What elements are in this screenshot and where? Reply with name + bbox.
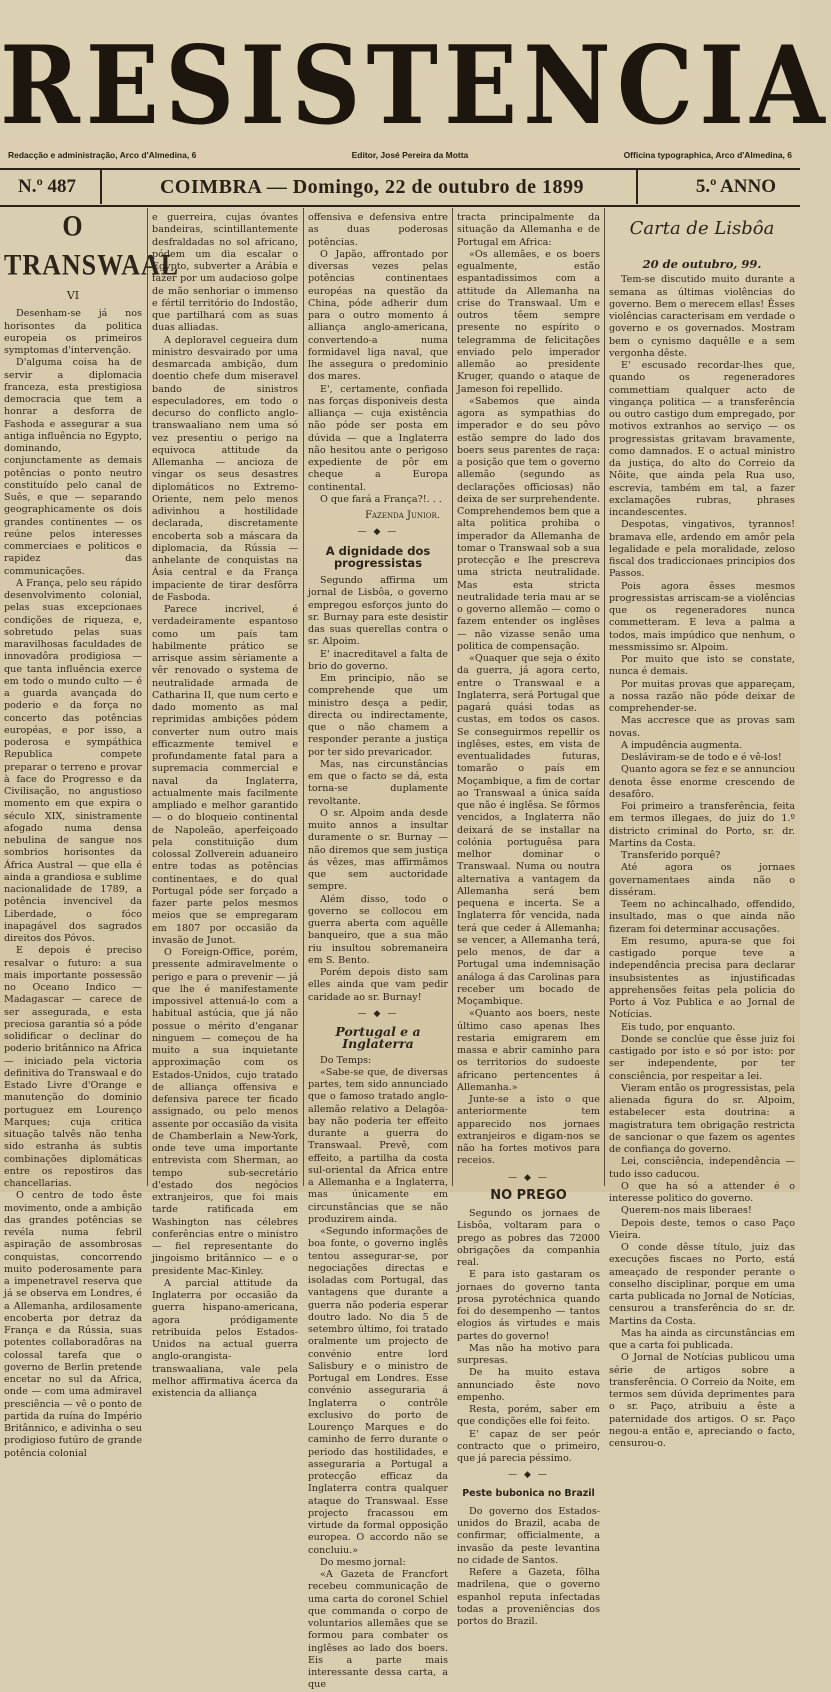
newspaper-title: RESISTENCIA	[0, 22, 831, 149]
paragraph: Parece incrivel, é verdadeiramente espantoso como um país tam habilmente prático se arrisque assim sèriamente a vêr renovado o systema de neutralidade armada de Catharina II, que num certo e dado momento as mal reprimidas ambições pódem converter num outro mais efficazmente temivel e profundamente fatal para a supremacia commercial e naval da Inglaterra, actualmente mais facilmente ampliado e melhor garantido — o do bloqueio continental de Napoleão, aperfeiçoado pela constituição dum colossal Zollverein aduaneiro entre todas as potências continentaes, e do qual Portugal póde ser forçado a fazer parte pelos mesmos meios que se empregaram em 1807 por occasião da invasão de Junot.	[152, 604, 298, 946]
column-rule	[452, 208, 453, 1186]
ornament-divider: — ◆ —	[508, 1470, 549, 1481]
paragraph: «Os allemães, e os boers egualmente, estão espantadissimos com a attitude da Allemanha na crise do Transwaal. Um e outros têem sempre presente no espírito o telegramma de felicitações enviado pelo imperador allemão ao presidente Kruger, quando o ataque de Jameson foi repellido.	[457, 248, 600, 395]
column-4	[457, 212, 600, 1627]
paragraph: E para isto gastaram os jornaes do governo tanta prosa pyrotéchnica quando foi do desempenho — tantos elogios ás virtudes e mais partes do governo!	[457, 1269, 600, 1342]
masthead	[0, 22, 831, 149]
paragraph: Eis tudo, por enquanto.	[621, 1021, 736, 1033]
paragraph: Mas não ha motivo para surpresas.	[457, 1342, 600, 1366]
paragraph: Segundo os jornaes de Lisbôa, voltaram para o prego as pobres das 72000 obrigações da companhia real.	[457, 1208, 600, 1268]
paragraph: Segundo affirma um jornal de Lisbôa, o governo empregou esforços junto do sr. Burnay para este desistir das suas querellas contra o sr. Alpoim.	[308, 575, 448, 648]
paragraph: O sr. Alpoim anda desde muito annos a insultar duramente o sr. Burnay — não diremos que sem justiça ás vêzes, mas affirmâmos que sem auctoridade sempre.	[308, 807, 448, 893]
paragraph: Em resumo, apura-se que foi castigado porque teve a independência precisa para declarar insubsistentes as injustificadas apprehensões feitas pela policia do Porto á Voz Publica e ao Jornal de Notícias.	[609, 935, 795, 1021]
issue-number: N.º 487	[18, 176, 76, 197]
paragraph: O Jornal de Notícias publicou uma série de artigos sobre a transferência. O Correio da Noite, em termos sem dúvida deprimentes para o sr. Paço, atribuiu a êste a paternidade dos artigos. O sr. Paço negou-a então e, apreciando o facto, censurou-o.	[609, 1352, 795, 1449]
issue-line	[0, 172, 800, 202]
paragraph: Do governo dos Estados-unidos do Brazil, acaba de confirmar, officialmente, a invasão da peste levantina no cidade de Santos.	[457, 1505, 600, 1566]
paragraph: «Quanto aos boers, neste último caso apenas lhes restaria emigrarem em massa e abrir caminho para os territorios do sudoeste africano pertencentes á Allemanha.»	[457, 1008, 600, 1093]
paragraph: O conde dêsse título, juiz das execuções fiscaes no Porto, está ameaçado de responder perante o conselho disciplinar, porque em uma carta publicada no Jornal de Notícias, censurou a transferência do sr. dr. Martins da Costa.	[609, 1242, 795, 1327]
paragraph: E' escusado recordar-lhes que, quando os regeneradores commettiam qualquer acto de vingança politica — a transferência ou outro castigo dum empregado, por motivos extranhos ao serviço — os progressistas gritavam bravamente, como damnados. E o actual ministro da justiça, do alto do Correio da Nôite, que ainda pela Rua uso, escrevia, também em tal, a fazer exclamações rubras, phrases incandescentes.	[609, 360, 795, 518]
headline-progressistas: A dignidade dos progressistas	[325, 543, 431, 570]
paragraph: E', certamente, confiada nas forças disponiveis desta alliança — cuja existência não póde ser posta em dúvida — que a Inglaterra não hesitou ante o perigoso expediente de pôr em cheque a Europa continental.	[308, 383, 448, 493]
paragraph: Donde se conclúe que êsse juiz foi castigado por isto e só por isto: por ser independente, por ter consciência, por respeitar a lei.	[609, 1033, 795, 1082]
column-2	[152, 212, 298, 1399]
paragraph: E' capaz de ser peór contracto que o primeiro, que já parecia péssimo.	[457, 1428, 600, 1464]
signature: Fazenda Junior.	[365, 510, 440, 521]
column-3	[308, 212, 448, 1691]
paragraph: Desláviram-se de todo e é vê-los!	[621, 752, 782, 763]
paragraph: Despotas, vingativos, tyrannos! bramava elle, ardendo em amôr pela legalidade e pela moralidade, zeloso fiscal dos tradiccionaes principios dos Passos.	[609, 519, 795, 580]
paragraph: Além disso, todo o governo se collocou em guerra aberta com aquêlle banqueiro, que a sua mão riu insultou sobremaneira em S. Bento.	[308, 893, 448, 966]
paragraph: Em principio, não se comprehende que um ministro desça a pedir, directa ou indirectamente, que o não chamem a responder perante a justiça por ter sido prevaricador.	[308, 673, 448, 758]
paragraph: O Foreign-Office, porém, pressente admiravelmente o perigo e para o prevenir — já que lhe é manifestamente impossivel attenuá-lo com a habitual astúcia, que já não possue o mérito d'enganar ninguem — começou de ha muito a sua inquietante approximação com os Estados-Unidos, cujo tratado de alliança offensiva e defensiva parece ter ficado assignado, ou pelo menos assente por occasião da visita de Chamberlain a New-York, onde teve uma importante entrevista com Sherman, ao tempo sub-secretário d'estado dos negócios extranjeiros, que foi mais tarde ratificada em Washington nas célebres conferências entre o ministro — fiel representante do jingoismo britânnico — e o presidente Mac-Kinley.	[152, 947, 298, 1277]
paragraph: O Japão, affrontado por diversas vezes pelas potências continentaes européas na questão da China, póde adherir dum para o outro momento á alliança anglo-americana, convertendo-a numa formidavel liga naval, que lhe assegura o predominio dos mares.	[308, 248, 448, 383]
paragraph: A França, pelo seu rápido desenvolvimento colonial, pelas suas excepcionaes condições de riqueza, e, sobretudo pelas suas maravilhosas faculdades de innovadôra prodigiosa — que tanta influência exerce em todo o mundo culto — é a guarda avançada do poderio e da força no concerto das potências européas, e por isso, a poderosa e sympáthica Republica compete preparar o terreno e provar à face do Progresso e da Civilisação, no angustioso momento em que expira o século XIX, sinistramente afogado numa densa nebulina de sangue nos sombrios horisontes da África Austral — que ella é ainda a grandiosa e sublime nacionalidade de 1789, a potência invencivel da Liberdade, o fóco inapagável dos sagrados direitos dos Póvos.	[4, 577, 142, 944]
paragraph: Refere a Gazeta, fôlha madrilena, que o governo espanhol reputa infectadas todas a proveniências dos portos do Brazil.	[457, 1567, 600, 1627]
paragraph: Do mesmo jornal:	[320, 1556, 406, 1568]
paragraph: Porém depois disto sam elles ainda que vam pedir caridade ao sr. Burnay!	[308, 967, 448, 1003]
paragraph: tracta principalmente da situação da Allemanha e de Portugal em Africa:	[457, 212, 600, 248]
headline-transwaal: O TRANSWAAL	[4, 209, 180, 282]
paragraph: Mas accresce que as provas sam novas.	[609, 715, 795, 739]
paragraph: e guerreira, cujas óvantes bandeiras, scintillantemente desfraldadas no sol africano, pódem um dia escalar o Egypto, subverter a Arábia e fazer por um audacioso golpe de mão senhoriar o immenso e fértil território do Indostão, que partilhará com as suas duas alliadas.	[152, 212, 298, 334]
headline-portugal-inglaterra: Portugal e a Inglaterra	[335, 1024, 421, 1052]
paragraph: Mas ha ainda as circunstâncias em que a carta foi publicada.	[609, 1327, 795, 1351]
paragraph: Desenham-se já nos horisontes da politica europeia os primeiros symptomas d'intervenção.	[4, 308, 142, 356]
header-rule-top	[0, 168, 800, 170]
ornament-divider: — ◆ —	[508, 1172, 549, 1183]
paragraph: «A Gazeta de Francfort recebeu communicação de uma carta do coronel Schiel que commanda o corpo de voluntarios allemães que se formou para combater os inglêses ao lado dos boers. Eis a parte mais interessante dessa carta, a que	[308, 1569, 448, 1691]
paragraph: D'alguma coisa ha de servir a diplomacia franceza, esta prestigiosa democracia que tem a honrar a desforra de Fashoda e assegurar a sua antiga influência no Egypto, dominando, conjunctamente as demais potências o ponto neutro constituído pelo canal de Suês, e que — separando geographicamente os dois grandes continentes — os reúne pelos interesses commerciaes e politicos e rapidez das communicações.	[4, 357, 142, 577]
paragraph: Mas, nas circunstâncias em que o facto se dá, esta torna-se duplamente revoltante.	[308, 758, 448, 807]
paragraph: «Sabe-se que, de diversas partes, tem sido annunciado que o famoso tratado anglo-allemão relativo a Delagôa-bay não poderia ter effeito durante a guerra do Transwaal. Prevê, com effeito, a partilha da costa sul-oriental da Africa entre a Allemanha e a Inglaterra, mas únicamente em circunstâncias que se não produzirem ainda.	[308, 1066, 448, 1225]
headline-no-prego: NO PREGO	[490, 1187, 567, 1203]
paragraph: Vieram então os progressistas, pela alienada figura do sr. Alpoim, estabelecer esta doutrina: a magistratura tem obrigação restricta de sancionar o que fazem os agentes de confiança do governo.	[609, 1082, 795, 1155]
paragraph: «Quaquer que seja o éxito da guerra, já agora certo, entre o Transwaal e a Inglaterra, será Portugal que pagará quási todas as custas, em todos os casos. Se conseguirmos repellir os inglêses, estes, em vista de eventualidades futuras, tomarão o país em Moçambique, a fim de cortar ao Transwaal a única saída que não é inglêsa. Se fôrmos vencidos, a Inglaterra não deixará de se installar na colónia portuguêsa para melhor dominar o Transwaal. Numa ou noutra alternativa a vantagem da Allemanha será bem pequena e incerta. Se a Inglaterra fôr vencida, nada terá que ceder á Allemanha; se vencer, a Allemanha terá, pelo menos, de dar a Portugal uma indemnisação análoga á das Carolinas para receber um bocado de Moçambique.	[457, 653, 600, 1007]
paragraph: O centro de todo êste movimento, onde a ambição das grandes potências se revéla numa febril aspiração de assombrosas conquistas, concorrendo muito poderosamente para a impenetravel reserva que já se observa em Londres, é a Allemanha, ardilosamente encoberta por detraz da França e da Rússia, suas potentes collaboradôras na colossal tarefa que o governo de Berlin pretende encetar no sul da Africa, onde — com uma admiravel presciência — vê o ponto de partida da ruína do Império Britânnico, e adivinha o seu prodigioso futúro de grande potência colonial	[4, 1190, 142, 1459]
paragraph: Foi primeiro a transferência, feita em termos illegaes, do juiz do 1.º districto criminal do Porto, sr. dr. Martins da Costa.	[609, 801, 795, 849]
admin-center: Editor, José Pereira da Motta	[351, 150, 469, 160]
paragraph: Até agora os jornaes governamentaes ainda não o disséram.	[609, 862, 795, 898]
paragraph: Quanto agora se fez e se annunciou denota êsse enorme crescendo de desafôro.	[609, 764, 795, 800]
paragraph: Pois agora êsses mesmos progressistas arriscam-se a violências que os regeneradores nunca commetteram. E leva a palma a todos, mais impúdico que nenhum, o messmissimo sr. Alpoim.	[609, 580, 795, 653]
column-5	[609, 212, 795, 1449]
paragraph: «Segundo informações de boa fonte, o governo inglês tentou assegurar-se, por negociações directas e isoladas com Portugal, das vantagens que durante a guerra não poderia esperar doutro lado. No dia 5 de setembro último, foi tratado oralmente um projecto de convénio entre lord Salisbury e o ministro de Portugal em Londres. Esse convénio asseguraria á Inglaterra o contrôle exclusivo do porto de Lourenço Marques e do caminho de ferro durante o periodo das hostilidades, e asseguraria a Portugal a protecção efficaz da Inglaterra contra qualquer ataque do Transwaal. Esse projecto fracassou em virtude da formal opposição europea. O accordo não se concluiu.»	[308, 1226, 448, 1556]
headline-carta-lisboa: Carta de Lisbôa	[629, 218, 775, 239]
column-1	[4, 209, 180, 1459]
ornament-divider: — ◆ —	[357, 1008, 399, 1019]
paragraph: Junte-se a isto o que anteriormente tem apparecido nos jornaes extranjeiros e digam-nos se não ha fortes motivos para receios.	[457, 1094, 600, 1167]
paragraph: A parcial attitude da Inglaterra por occasião da guerra hispano-americana, agora pródigamente retribuida pelos Estados-Unidos na actual guerra anglo-orangista-transwaaliana, vale pela melhor affirmativa ácerca da existencia da alliança	[152, 1277, 298, 1399]
paragraph: A deploravel cegueira dum ministro desvairado por uma desmarcada ambição, dum doentio chefe dum miseravel bando de sinistros especuladores, em todo o decurso do conflicto anglo-transwaaliano nem uma só vez presentiu o perigo na equivoca attitude da Allemanha — ancioza de vingar os seus desastres diplomáticos no Extremo-Oriente, nem pelo menos adivinhou a hostilidade declarada, discretamente encoberta sob a máscara da diplomacia, da Rússia — anhelante de conquistas na Ásia central e da França impaciente de tirar desfôrra de Fasboda.	[152, 334, 298, 603]
paragraph: Por muito que isto se constate, nunca é demais.	[609, 654, 795, 678]
issue-divider-right	[636, 170, 638, 204]
paragraph: A impudência augmenta.	[621, 739, 743, 751]
paragraph: O que ha só a attender é o interesse politico do governo.	[609, 1180, 795, 1204]
paragraph: E' inacreditavel a falta de brio do governo.	[308, 648, 448, 672]
paragraph: «Sabemos que ainda agora as sympathias do imperador e do seu pôvo estão sempre do lado dos boers seus parentes de raça: a posição que tem o governo allemão (segundo as declarações officiosas) não deixa de ser surprehendente. Comprehendemos bem que a alta politica prohiba o imperador da Allemanha de tomar o Transwaal sob a sua protecção e lhe prescreva uma stricta neutralidade. Mas esta stricta neutralidade teria mau ar se o governo allemão — como o fazem entender os inglêses — não vizasse senão uma politica de compensação.	[457, 395, 600, 652]
paragraph: offensiva e defensiva entre as duas poderosas potências.	[308, 212, 448, 248]
paragraph: Tem-se discutido muito durante a semana as últimas violências do governo. Bem o merecem ellas! Êsses violências caracterisam em verdade o governo e os governados. Mostram bem o cynismo daquêlle e a sem vergonha dêste.	[609, 274, 795, 359]
headline-peste: Peste bubonica no Brazil	[462, 1487, 595, 1499]
city-date: COIMBRA — Domingo, 22 de outubro de 1899	[159, 175, 585, 198]
paragraph: Lei, consciência, independência — tudo isso caducou.	[609, 1156, 795, 1180]
issue-divider-left	[100, 170, 102, 204]
paragraph: O que fará a França?!. . .	[320, 493, 442, 505]
paragraph: Depois deste, temos o caso Paço Vieira.	[609, 1217, 795, 1241]
column-rule	[604, 208, 605, 1186]
paragraph: Querem-nos mais liberaes!	[621, 1205, 752, 1217]
section-number: VI	[66, 289, 80, 302]
admin-line	[8, 150, 792, 166]
column-rule	[303, 208, 304, 1186]
source-label: Do Temps:	[320, 1054, 372, 1066]
paragraph: De ha muito estava annunciado êste novo empenho.	[457, 1367, 600, 1403]
admin-left: Redacção e administração, Arco d'Almedina, 6	[8, 150, 197, 160]
admin-right: Officina typographica, Arco d'Almedina, 6	[623, 150, 792, 160]
paragraph: Teem no achincalhado, offendido, insultado, mas o que ainda não fizeram foi determinar accusações.	[609, 899, 795, 935]
carta-date: 20 de outubro, 99.	[642, 257, 762, 271]
column-rule	[147, 208, 148, 1186]
paragraph: Transferido porquê?	[621, 850, 721, 861]
paragraph: Resta, porém, saber em que condições elle foi feito.	[457, 1404, 600, 1428]
year-label: 5.º ANNO	[695, 176, 776, 197]
ornament-divider: — ◆ —	[357, 527, 399, 538]
paragraph: Por muitas provas que appareçam, a nossa razão não póde deixar de comprehender-se.	[609, 678, 795, 714]
paragraph: E depois é preciso resalvar o futuro: a sua mais importante possessão no Oceano Indico — Madagascar — carece de ser assegurada, e esta preciosa garantia só a póde solidificar o declinar do poderio britânnico na Africa — iniciado pela victoria definitiva do Transwaal e do Estado Livre d'Orange e manutenção do dominio portuguez em Lourenço Marques; cuja critica situação talvês não tenha sido estranha ás subtis combinações diplomáticas entre os repostiros das chancellarias.	[4, 945, 142, 1189]
